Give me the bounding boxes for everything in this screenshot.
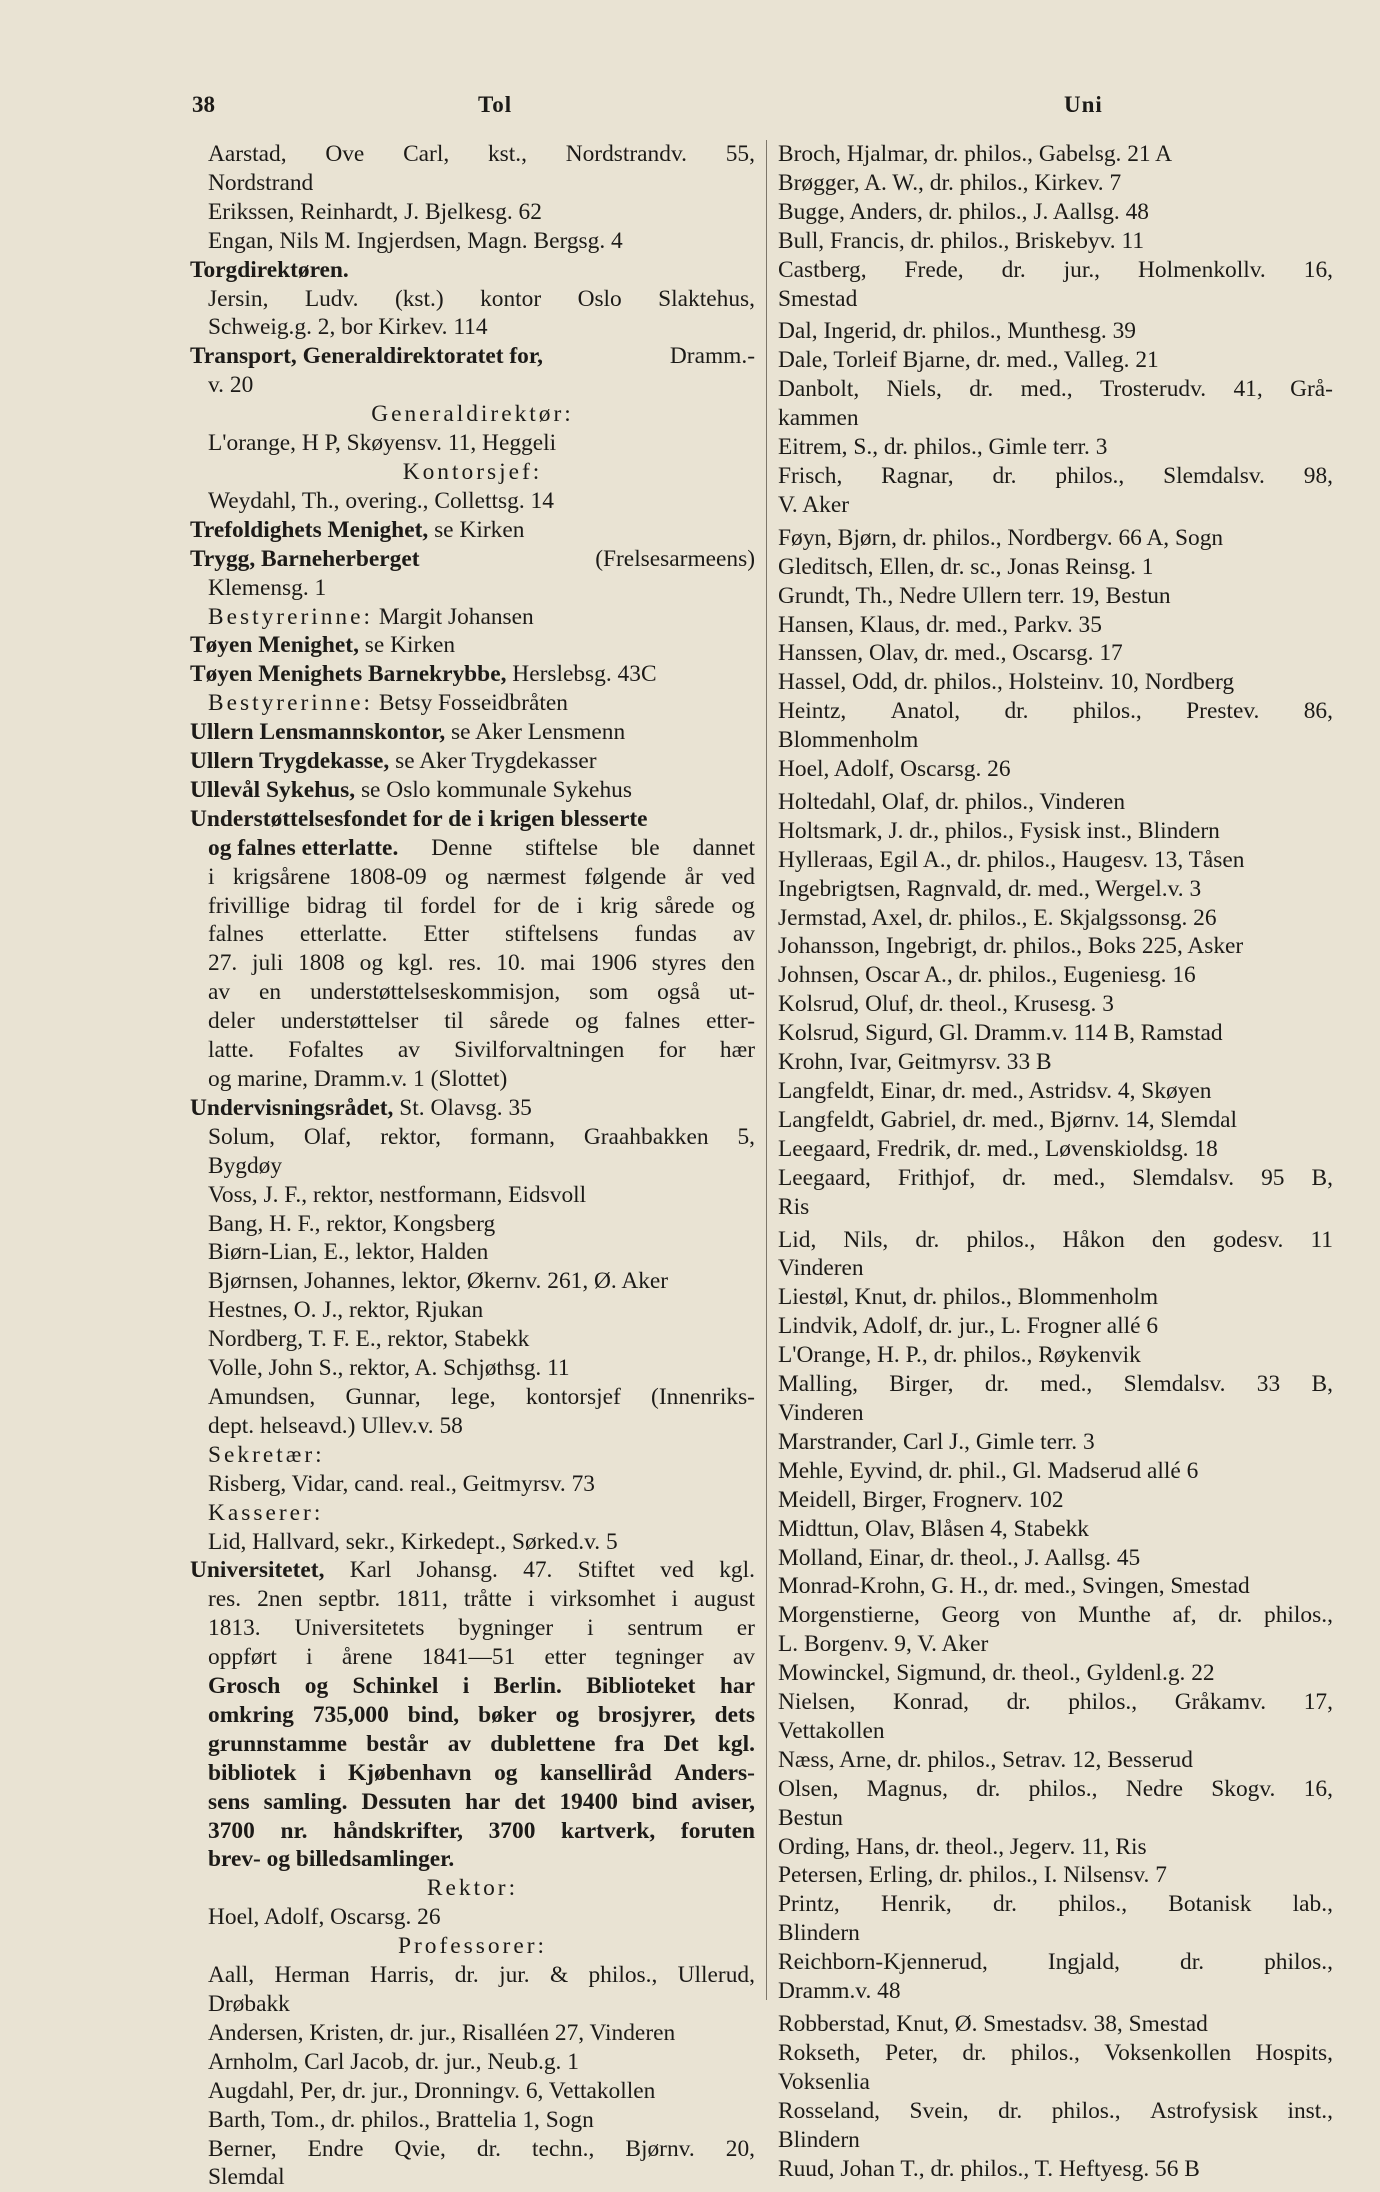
text-line: Augdahl, Per, dr. jur., Dronningv. 6, Vettakollen bbox=[208, 2077, 656, 2104]
text-line: Nordstrand bbox=[208, 169, 314, 196]
text-line: Biørn-Lian, E., lektor, Halden bbox=[208, 1239, 489, 1266]
text-line: Erikssen, Reinhardt, J. Bjelkesg. 62 bbox=[208, 198, 542, 225]
text-line: Sekretær: bbox=[208, 1441, 325, 1468]
text-line: i krigsårene 1808-09 og nærmest følgende år ved bbox=[208, 863, 755, 890]
text-line: Johansson, Ingebrigt, dr. philos., Boks 225, Asker bbox=[778, 933, 1244, 960]
text-line: Solum, Olaf, rektor, formann, Graahbakken 5, bbox=[208, 1123, 755, 1150]
text-line: Bang, H. F., rektor, Kongsberg bbox=[208, 1210, 496, 1237]
text-line: Trygg, Barneherberget (Frelsesarmeens) bbox=[190, 545, 755, 572]
text-line: Lindvik, Adolf, dr. jur., L. Frogner allé 6 bbox=[778, 1313, 1159, 1340]
text-line: Hansen, Klaus, dr. med., Parkv. 35 bbox=[778, 611, 1102, 638]
text-line: Aarstad, Ove Carl, kst., Nordstrandv. 55, bbox=[208, 141, 755, 167]
text-line: Rosseland, Svein, dr. philos., Astrofysisk inst., bbox=[778, 2097, 1333, 2124]
text-line: Ingebrigtsen, Ragnvald, dr. med., Wergel.v. 3 bbox=[778, 875, 1202, 902]
text-line: Ullevål Sykehus, se Oslo kommunale Sykehus bbox=[190, 776, 632, 803]
text-line: Føyn, Bjørn, dr. philos., Nordbergv. 66 A, Sogn bbox=[778, 524, 1224, 551]
text-line: deler understøttelser til sårede og falnes etter- bbox=[208, 1008, 755, 1035]
text-line: Nordberg, T. F. E., rektor, Stabekk bbox=[208, 1326, 530, 1353]
text-line: Frisch, Ragnar, dr. philos., Slemdalsv. 98, bbox=[778, 462, 1333, 489]
text-line: Bygdøy bbox=[208, 1152, 283, 1179]
text-line: av en understøttelseskommisjon, som også ut- bbox=[208, 979, 755, 1006]
text-line: Undervisningsrådet, St. Olavsg. 35 bbox=[190, 1094, 532, 1121]
text-line: Kontorsjef: bbox=[402, 458, 543, 485]
text-line: og falnes etterlatte. Denne stiftelse ble dannet bbox=[208, 834, 755, 861]
text-line: Nielsen, Konrad, dr. philos., Gråkamv. 17, bbox=[778, 1689, 1333, 1716]
text-line: Johnsen, Oscar A., dr. philos., Eugeniesg. 16 bbox=[778, 962, 1196, 989]
text-line: Bestyrerinne: Margit Johansen bbox=[208, 603, 534, 630]
text-line: Kasserer: bbox=[208, 1499, 324, 1526]
text-line: Dale, Torleif Bjarne, dr. med., Valleg. 21 bbox=[778, 347, 1159, 374]
text-line: Voksenlia bbox=[778, 2068, 870, 2095]
text-line: Jermstad, Axel, dr. philos., E. Skjalgssonsg. 26 bbox=[778, 904, 1217, 931]
text-line: Langfeldt, Gabriel, dr. med., Bjørnv. 14, Slemdal bbox=[778, 1106, 1238, 1133]
text-line: Barth, Tom., dr. philos., Brattelia 1, Sogn bbox=[208, 2106, 594, 2133]
text-line: bibliotek i Kjøbenhavn og kanselliråd Anders- bbox=[208, 1759, 755, 1786]
text-line: Holtedahl, Olaf, dr. philos., Vinderen bbox=[778, 788, 1126, 815]
text-line: Volle, John S., rektor, A. Schjøthsg. 11 bbox=[208, 1355, 570, 1382]
text-line: Bestun bbox=[778, 1804, 843, 1831]
text-line: L'Orange, H. P., dr. philos., Røykenvik bbox=[778, 1342, 1141, 1369]
text-line: Holtsmark, J. dr., philos., Fysisk inst., Blindern bbox=[778, 817, 1220, 844]
text-line: oppført i årene 1841—51 etter tegninger av bbox=[208, 1644, 755, 1671]
text-line: Mowinckel, Sigmund, dr. theol., Gyldenl.g. 22 bbox=[778, 1660, 1215, 1687]
text-line: Mehle, Eyvind, dr. phil., Gl. Madserud allé 6 bbox=[778, 1457, 1199, 1484]
text-line: Ording, Hans, dr. theol., Jegerv. 11, Ris bbox=[778, 1833, 1147, 1860]
text-line: Marstrander, Carl J., Gimle terr. 3 bbox=[778, 1428, 1095, 1455]
text-line: Blindern bbox=[778, 2126, 860, 2153]
running-head-right: Uni bbox=[1064, 92, 1103, 117]
text-line: Grundt, Th., Nedre Ullern terr. 19, Bestun bbox=[778, 582, 1171, 609]
text-line: Aall, Herman Harris, dr. jur. & philos., Ullerud, bbox=[208, 1962, 755, 1989]
text-line: grunnstamme består av dublettene fra Det kgl. bbox=[208, 1730, 755, 1757]
text-line: Amundsen, Gunnar, lege, kontorsjef (Innenriks- bbox=[208, 1383, 755, 1410]
text-line: Grosch og Schinkel i Berlin. Biblioteket har bbox=[208, 1673, 755, 1700]
text-line: Schweig.g. 2, bor Kirkev. 114 bbox=[208, 314, 488, 341]
text-line: Brøgger, A. W., dr. philos., Kirkev. 7 bbox=[778, 169, 1122, 196]
text-line: Professorer: bbox=[397, 1933, 548, 1960]
text-line: Molland, Einar, dr. theol., J. Aallsg. 45 bbox=[778, 1544, 1141, 1571]
text-line: Langfeldt, Einar, dr. med., Astridsv. 4, Skøyen bbox=[778, 1078, 1212, 1104]
text-line: Dramm.v. 48 bbox=[778, 1978, 901, 2005]
text-line: Hoel, Adolf, Oscarsg. 26 bbox=[778, 756, 1011, 783]
text-line: dept. helseavd.) Ullev.v. 58 bbox=[208, 1412, 463, 1439]
left-column bbox=[190, 140, 755, 2192]
text-line: Krohn, Ivar, Geitmyrsv. 33 B bbox=[778, 1049, 1052, 1076]
text-line: Gleditsch, Ellen, dr. sc., Jonas Reinsg. 1 bbox=[778, 553, 1154, 580]
text-line: Understøttelsesfondet for de i krigen blesserte bbox=[190, 805, 648, 832]
text-line: 1813. Universitetets bygninger i sentrum er bbox=[208, 1615, 755, 1642]
text-line: Danbolt, Niels, dr. med., Trosterudv. 41, Grå- bbox=[778, 376, 1333, 403]
text-line: Bestyrerinne: Betsy Fosseidbråten bbox=[208, 690, 568, 717]
text-line: sens samling. Dessuten har det 19400 bind aviser, bbox=[208, 1788, 755, 1815]
text-line: kammen bbox=[778, 405, 859, 432]
text-line: Andersen, Kristen, dr. jur., Risalléen 27, Vinderen bbox=[208, 2019, 676, 2046]
text-line: Blindern bbox=[778, 1920, 860, 1947]
text-line: Kolsrud, Oluf, dr. theol., Krusesg. 3 bbox=[778, 991, 1114, 1018]
text-line: Rokseth, Peter, dr. philos., Voksenkollen Hospits, bbox=[778, 2039, 1333, 2066]
text-line: Vinderen bbox=[778, 1255, 864, 1282]
text-line: res. 2nen septbr. 1811, tråtte i virksomhet i august bbox=[208, 1586, 755, 1613]
column-divider bbox=[766, 140, 767, 2000]
text-line: v. 20 bbox=[208, 372, 254, 399]
text-line: Tøyen Menighet, se Kirken bbox=[190, 632, 456, 659]
right-column bbox=[778, 140, 1333, 2183]
text-line: Lid, Hallvard, sekr., Kirkedept., Sørked.v. 5 bbox=[208, 1528, 618, 1555]
text-line: Generaldirektør: bbox=[371, 401, 574, 428]
text-line: Meidell, Birger, Frognerv. 102 bbox=[778, 1486, 1064, 1513]
text-line: brev- og billedsamlinger. bbox=[208, 1846, 455, 1873]
text-line: Bugge, Anders, dr. philos., J. Aallsg. 48 bbox=[778, 198, 1150, 225]
text-line: latte. Fofaltes av Sivilforvaltningen for hær bbox=[208, 1037, 755, 1064]
text-line: Hylleraas, Egil A., dr. philos., Haugesv. 13, Tåsen bbox=[778, 846, 1245, 873]
text-line: Risberg, Vidar, cand. real., Geitmyrsv. 73 bbox=[208, 1470, 595, 1497]
text-line: Hanssen, Olav, dr. med., Oscarsg. 17 bbox=[778, 640, 1123, 667]
text-line: Tøyen Menighets Barnekrybbe, Herslebsg. 43C bbox=[190, 661, 657, 688]
text-line: Trefoldighets Menighet, se Kirken bbox=[190, 516, 525, 543]
text-line: Monrad-Krohn, G. H., dr. med., Svingen, Smestad bbox=[778, 1573, 1250, 1600]
text-line: Castberg, Frede, dr. jur., Holmenkollv. 16, bbox=[778, 256, 1333, 283]
text-line: og marine, Dramm.v. 1 (Slottet) bbox=[208, 1066, 508, 1092]
text-line: Ullern Lensmannskontor, se Aker Lensmenn bbox=[190, 719, 626, 746]
text-line: Klemensg. 1 bbox=[208, 574, 327, 601]
text-line: Ullern Trygdekasse, se Aker Trygdekasser bbox=[190, 748, 597, 775]
running-head-left: Tol bbox=[478, 92, 513, 117]
text-line: Næss, Arne, dr. philos., Setrav. 12, Besserud bbox=[778, 1746, 1193, 1773]
text-line: Hassel, Odd, dr. philos., Holsteinv. 10, Nordberg bbox=[778, 669, 1235, 696]
text-line: Petersen, Erling, dr. philos., I. Nilsensv. 7 bbox=[778, 1862, 1167, 1889]
text-line: Eitrem, S., dr. philos., Gimle terr. 3 bbox=[778, 434, 1108, 461]
text-line: Torgdirektøren. bbox=[190, 256, 349, 283]
text-line: Jersin, Ludv. (kst.) kontor Oslo Slaktehus, bbox=[208, 285, 755, 312]
text-line: Bull, Francis, dr. philos., Briskebyv. 11 bbox=[778, 227, 1145, 254]
text-line: Lid, Nils, dr. philos., Håkon den godesv. 11 bbox=[778, 1226, 1333, 1253]
text-line: Slemdal bbox=[208, 2164, 285, 2191]
text-line: Drøbakk bbox=[208, 1991, 290, 2017]
text-line: 3700 nr. håndskrifter, 3700 kartverk, foruten bbox=[208, 1817, 755, 1844]
text-line: 27. juli 1808 og kgl. res. 10. mai 1906 styres den bbox=[208, 950, 755, 977]
text-line: Robberstad, Knut, Ø. Smestadsv. 38, Smestad bbox=[778, 2011, 1208, 2037]
page-number: 38 bbox=[192, 92, 215, 117]
text-line: L'orange, H P, Skøyensv. 11, Heggeli bbox=[208, 430, 557, 457]
text-line: Olsen, Magnus, dr. philos., Nedre Skogv. 16, bbox=[778, 1775, 1333, 1802]
text-line: Printz, Henrik, dr. philos., Botanisk lab., bbox=[778, 1891, 1333, 1918]
text-line: Bjørnsen, Johannes, lektor, Økernv. 261, Ø. Aker bbox=[208, 1268, 669, 1295]
text-line: Dal, Ingerid, dr. philos., Munthesg. 39 bbox=[778, 318, 1136, 345]
text-line: Morgenstierne, Georg von Munthe af, dr. philos., bbox=[778, 1602, 1333, 1629]
text-line: Berner, Endre Qvie, dr. techn., Bjørnv. 20, bbox=[208, 2135, 755, 2162]
text-line: Ruud, Johan T., dr. philos., T. Heftyesg. 56 B bbox=[778, 2155, 1200, 2182]
text-line: Kolsrud, Sigurd, Gl. Dramm.v. 114 B, Ramstad bbox=[778, 1020, 1223, 1047]
text-line: Blommenholm bbox=[778, 727, 919, 754]
text-line: Transport, Generaldirektoratet for, Dramm.- bbox=[190, 343, 755, 370]
text-line: Arnholm, Carl Jacob, dr. jur., Neub.g. 1 bbox=[208, 2048, 579, 2075]
text-line: Hoel, Adolf, Oscarsg. 26 bbox=[208, 1904, 441, 1931]
text-line: omkring 735,000 bind, bøker og brosjyrer, dets bbox=[208, 1701, 755, 1728]
text-line: Reichborn-Kjennerud, Ingjald, dr. philos., bbox=[778, 1949, 1333, 1976]
text-line: L. Borgenv. 9, V. Aker bbox=[778, 1631, 989, 1658]
text-line: Universitetet, Karl Johansg. 47. Stiftet ved kgl. bbox=[190, 1557, 755, 1584]
text-line: Broch, Hjalmar, dr. philos., Gabelsg. 21 A bbox=[778, 141, 1173, 167]
text-line: Hestnes, O. J., rektor, Rjukan bbox=[208, 1297, 484, 1324]
text-line: Leegaard, Frithjof, dr. med., Slemdalsv. 95 B, bbox=[778, 1164, 1333, 1191]
text-line: Vettakollen bbox=[778, 1717, 885, 1744]
text-line: Heintz, Anatol, dr. philos., Prestev. 86, bbox=[778, 698, 1333, 725]
text-line: Rektor: bbox=[426, 1875, 519, 1902]
text-line: Liestøl, Knut, dr. philos., Blommenholm bbox=[778, 1284, 1159, 1311]
text-line: Weydahl, Th., overing., Collettsg. 14 bbox=[208, 487, 554, 514]
text-line: V. Aker bbox=[778, 491, 850, 518]
text-line: Ris bbox=[778, 1193, 810, 1220]
text-line: Vinderen bbox=[778, 1399, 864, 1426]
text-line: Malling, Birger, dr. med., Slemdalsv. 33 B, bbox=[778, 1371, 1333, 1398]
text-line: Midttun, Olav, Blåsen 4, Stabekk bbox=[778, 1515, 1089, 1542]
text-line: frivillige bidrag til fordel for de i krig sårede og bbox=[208, 892, 755, 919]
text-line: Smestad bbox=[778, 285, 858, 312]
text-line: falnes etterlatte. Etter stiftelsens fundas av bbox=[208, 921, 755, 948]
text-line: Engan, Nils M. Ingjerdsen, Magn. Bergsg. 4 bbox=[208, 227, 623, 254]
text-line: Leegaard, Fredrik, dr. med., Løvenskioldsg. 18 bbox=[778, 1135, 1218, 1162]
text-line: Voss, J. F., rektor, nestformann, Eidsvoll bbox=[208, 1181, 587, 1208]
